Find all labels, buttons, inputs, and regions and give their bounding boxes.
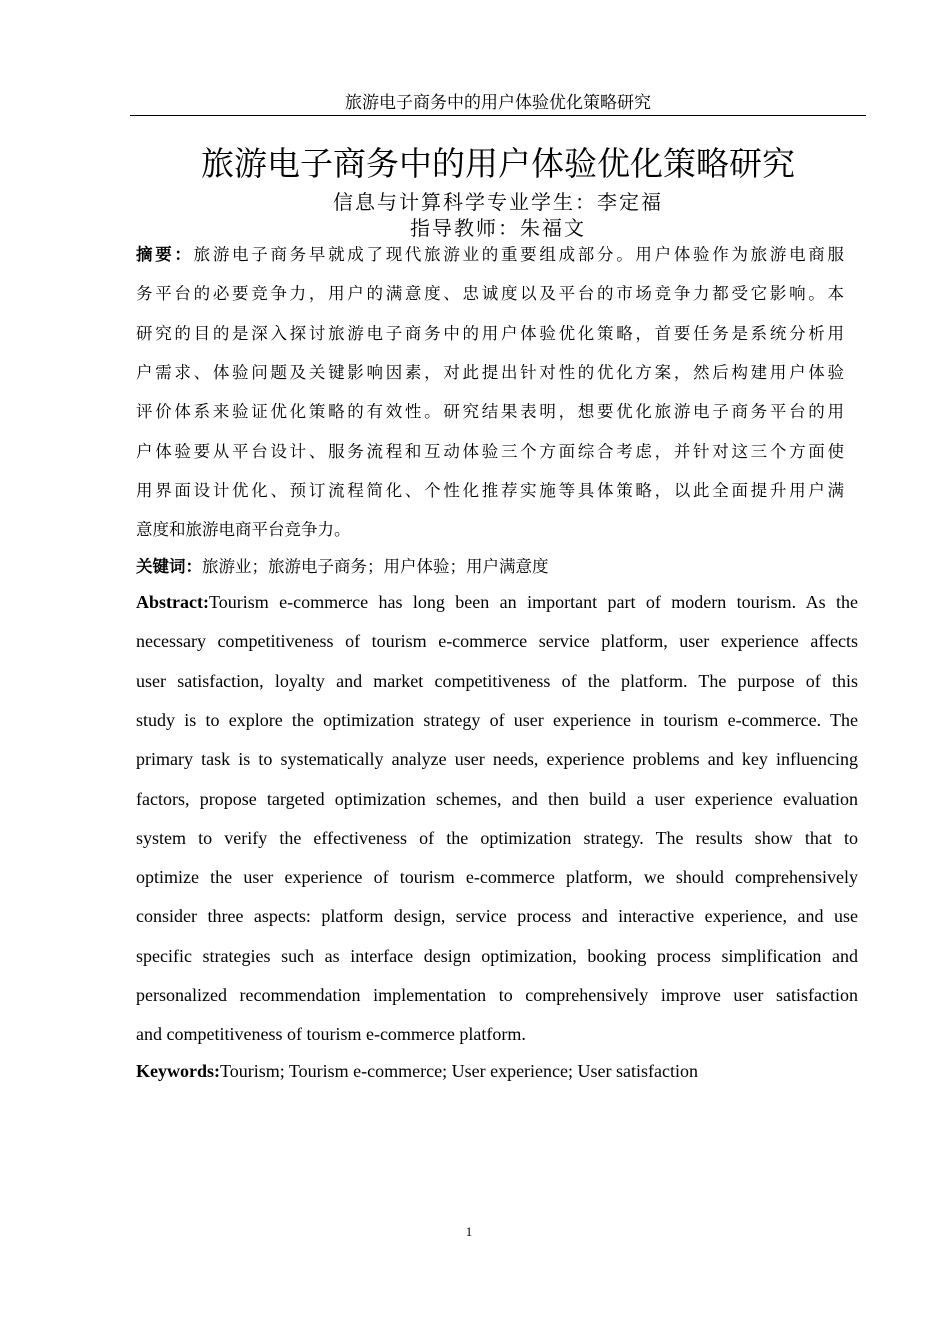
abstract-line xyxy=(136,944,858,968)
abstract-line xyxy=(136,669,858,693)
abstract-label: 摘要： xyxy=(136,245,194,264)
running-header: 旅游电子商务中的用户体验优化策略研究 xyxy=(345,93,651,112)
keywords-cn-text: 旅游业；旅游电子商务；用户体验；用户满意度 xyxy=(202,557,549,576)
keywords-cn xyxy=(136,555,844,579)
abstract-line-text: Tourism e-commerce has long been an important part of modern tourism. As the xyxy=(208,592,858,612)
abstract-line xyxy=(136,983,858,1007)
abstract-line xyxy=(136,518,844,542)
abstract-label: Abstract: xyxy=(136,592,209,612)
abstract-line-text: system to verify the effectiveness of the optimization strategy. The results show that to xyxy=(136,827,858,848)
abstract-line xyxy=(136,708,858,732)
author-line: 信息与计算科学专业学生：李定福 xyxy=(333,192,663,214)
abstract-line xyxy=(136,440,844,464)
abstract-line-text: 务平台的必要竞争力，用户的满意度、忠诚度以及平台的市场竞争力都受它影响。本 xyxy=(136,284,844,304)
abstract-line-text: 用界面设计优化、预订流程简化、个性化推荐实施等具体策略，以此全面提升用户满 xyxy=(136,480,844,500)
abstract-line xyxy=(136,400,844,424)
keywords-en xyxy=(136,1059,858,1083)
abstract-line-text: personalized recommendation implementation to comprehensively improve user satisfaction xyxy=(136,985,858,1005)
keywords-en-text: Tourism; Tourism e-commerce; User experience; User satisfaction xyxy=(220,1061,698,1081)
abstract-line-text: consider three aspects: platform design, service process and interactive experience, and use xyxy=(136,906,858,927)
keywords-en-label: Keywords: xyxy=(136,1061,220,1081)
abstract-line xyxy=(136,865,858,889)
abstract-line xyxy=(136,282,844,306)
header-rule xyxy=(130,115,866,116)
abstract-line xyxy=(136,787,858,811)
abstract-line-text: specific strategies such as interface design optimization, booking process simplification and xyxy=(136,945,858,966)
abstract-line xyxy=(136,590,858,614)
abstract-line xyxy=(136,479,844,503)
abstract-line-text: factors, propose targeted optimization schemes, and then build a user experience evaluation xyxy=(136,788,858,809)
abstract-line-text: and competitiveness of tourism e-commerce platform. xyxy=(136,1024,526,1045)
abstract-line-text: 户需求、体验问题及关键影响因素，对此提出针对性的优化方案，然后构建用户体验 xyxy=(136,362,844,382)
abstract-line-text: primary task is to systematically analyze user needs, experience problems and key influencing xyxy=(136,749,858,770)
abstract-line-text: optimize the user experience of tourism e-commerce platform, we should comprehensively xyxy=(136,867,858,888)
abstract-line xyxy=(136,904,858,928)
abstract-line-text: 旅游电子商务早就成了现代旅游业的重要组成部分。用户体验作为旅游电商服 xyxy=(193,245,844,264)
keywords-cn-label: 关键词： xyxy=(136,557,202,576)
document-title: 旅游电子商务中的用户体验优化策略研究 xyxy=(201,144,795,183)
abstract-line xyxy=(136,243,844,267)
abstract-line-text: 评价体系来验证优化策略的有效性。研究结果表明，想要优化旅游电子商务平台的用 xyxy=(136,402,844,422)
page-number: 1 xyxy=(465,1224,473,1239)
abstract-line xyxy=(136,322,844,346)
advisor-line: 指导教师：朱福文 xyxy=(410,218,586,240)
abstract-line-text: study is to explore the optimization strategy of user experience in tourism e-commerce. The xyxy=(136,709,858,730)
abstract-line xyxy=(136,826,858,850)
abstract-line xyxy=(136,629,858,653)
abstract-line-text: necessary competitiveness of tourism e-commerce service platform, user experience affects xyxy=(136,631,858,652)
abstract-line-text: user satisfaction, loyalty and market competitiveness of the platform. The purpose of this xyxy=(136,670,858,691)
abstract-line-text: 研究的目的是深入探讨旅游电子商务中的用户体验优化策略，首要任务是系统分析用 xyxy=(136,323,844,343)
abstract-line-text: 意度和旅游电商平台竞争力。 xyxy=(136,520,351,540)
abstract-line xyxy=(136,1022,858,1046)
abstract-line xyxy=(136,361,844,385)
abstract-line xyxy=(136,747,858,771)
abstract-line-text: 户体验要从平台设计、服务流程和互动体验三个方面综合考虑，并针对这三个方面使 xyxy=(136,441,844,461)
